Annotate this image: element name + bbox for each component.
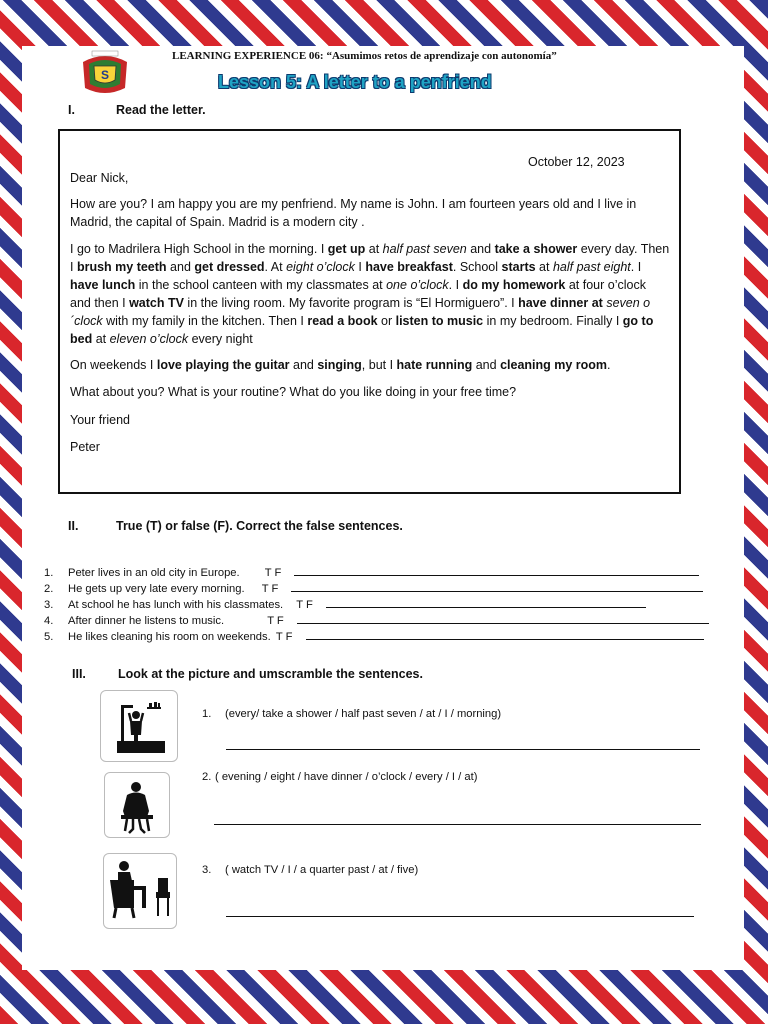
tf-item: 5. He likes cleaning his room on weekends. T F — [44, 629, 704, 643]
svg-text:S: S — [100, 68, 110, 82]
section-2-heading — [68, 519, 403, 533]
tf-choice[interactable]: T F — [296, 599, 313, 611]
tf-item: 1. Peter lives in an old city in Europe. T F — [44, 565, 699, 579]
section-3-heading — [72, 667, 423, 681]
letter-greeting: Dear Nick, — [70, 171, 129, 185]
answer-line[interactable] — [294, 565, 699, 576]
tv-icon — [103, 853, 177, 929]
letter-paragraph-2: I go to Madrilera High School in the morning. I get up at half past seven and take a shower every day. Then I brush my teeth and get dressed. At eight o’clock I have breakfast. School starts at half past eight. I have lunch in the school canteen with my classmates at one o’clock. I do my homework at four o’clock and then I watch TV in the living room. My favorite program is “El Hormiguero”. I have dinner at seven o´clock with my family in the kitchen. Then I read a book or listen to music in my bedroom. Finally I go to bed at eleven o’clock every night — [70, 242, 670, 346]
unscramble-task: 1. (every/ take a shower / half past seven / at / I / morning) — [202, 708, 502, 720]
letter-closing: Your friend — [70, 413, 130, 427]
section-1-heading — [68, 103, 206, 117]
school-logo — [80, 48, 130, 96]
answer-line[interactable] — [226, 748, 700, 750]
shower-icon — [100, 690, 178, 762]
letter-paragraph-4: What about you? What is your routine? What do you like doing in your free time? — [70, 385, 517, 399]
answer-line[interactable] — [214, 823, 701, 825]
dinner-icon — [104, 772, 170, 838]
tf-choice[interactable]: T F — [275, 631, 293, 643]
section-2-title: True (T) or false (F). Correct the false sentences. — [116, 519, 403, 533]
answer-line[interactable] — [297, 613, 709, 624]
letter-paragraph-3: On weekends I love playing the guitar and singing, but I hate running and cleaning my room. — [70, 358, 611, 372]
section-3-title: Look at the picture and umscramble the sentences. — [118, 667, 423, 681]
tf-choice[interactable]: T F — [264, 567, 282, 579]
answer-line[interactable] — [326, 597, 646, 608]
answer-line[interactable] — [226, 915, 694, 917]
section-1-title: Read the letter. — [116, 103, 206, 117]
tf-item: 2. He gets up very late every morning. T F — [44, 581, 703, 595]
tf-item: 4. After dinner he listens to music. T F — [44, 613, 709, 627]
unscramble-task: 3. ( watch TV / I / a quarter past / at / five) — [202, 864, 419, 876]
lesson-title: Lesson 5: A letter to a penfriend — [218, 72, 492, 92]
learning-experience-title — [172, 50, 557, 62]
letter-box — [58, 129, 681, 494]
letter-paragraph-1: How are you? I am happy you are my penfriend. My name is John. I am fourteen years old and I live in Madrid, the capital of Spain. Madrid is a modern city . — [70, 197, 637, 229]
section-1-number: I. — [68, 103, 75, 117]
answer-line[interactable] — [291, 581, 703, 592]
unscramble-task: 2. ( evening / eight / have dinner / o’clock / every / I / at) — [202, 771, 478, 783]
tf-item: 3. At school he has lunch with his classmates. T F — [44, 597, 646, 611]
learning-experience-label: LEARNING EXPERIENCE 06: — [172, 50, 324, 62]
tf-choice[interactable]: T F — [261, 583, 279, 595]
section-3-number: III. — [72, 667, 86, 681]
section-2-number: II. — [68, 519, 79, 533]
letter-signature: Peter — [70, 440, 100, 454]
letter-date: October 12, 2023 — [528, 155, 625, 169]
tf-choice[interactable]: T F — [267, 615, 284, 627]
learning-experience-subtitle: “Asumimos retos de aprendizaje con autonomía” — [326, 50, 557, 62]
answer-line[interactable] — [306, 629, 704, 640]
